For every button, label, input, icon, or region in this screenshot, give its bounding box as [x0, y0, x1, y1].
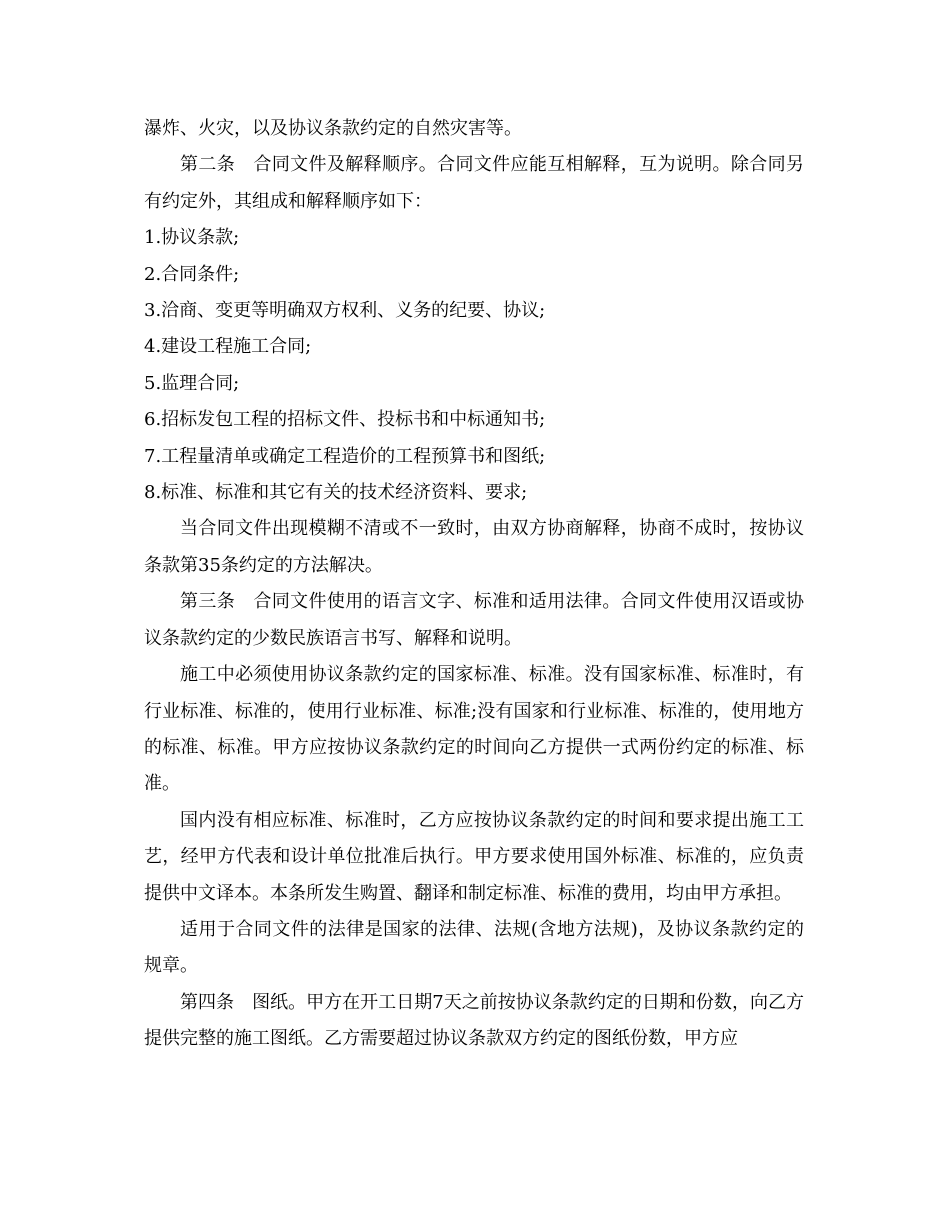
- paragraph-continuation: 瀑炸、火灾，以及协议条款约定的自然灾害等。: [144, 118, 522, 139]
- list-item-5: 5.监理合同;: [144, 372, 240, 394]
- ambiguity-resolution-paragraph: 当合同文件出现模糊不清或不一致时，由双方协商解释，协商不成时，按协议条款第35条约定的方法解决。: [144, 518, 804, 576]
- list-item-1: 1.协议条款;: [144, 227, 240, 249]
- list-item-2: 2.合同条件;: [144, 263, 240, 285]
- article-4-paragraph: 第四条 图纸。甲方在开工日期7天之前按协议条款约定的日期和份数，向乙方提供完整的施工图纸。乙方需要超过协议条款双方约定的图纸份数，甲方应: [144, 991, 804, 1050]
- list-item-3: 3.洽商、变更等明确双方权利、义务的纪要、协议;: [144, 300, 546, 322]
- list-item-6: 6.招标发包工程的招标文件、投标书和中标通知书;: [144, 409, 546, 431]
- article-3-paragraph: 第三条 合同文件使用的语言文字、标准和适用法律。合同文件使用汉语或协议条款约定的少数民族语言书写、解释和说明。: [144, 591, 804, 649]
- list-item-4: 4.建设工程施工合同;: [144, 336, 312, 358]
- applicable-law-paragraph: 适用于合同文件的法律是国家的法律、法规(含地方法规)，及协议条款约定的规章。: [144, 918, 804, 977]
- list-item-7: 7.工程量清单或确定工程造价的工程预算书和图纸;: [144, 445, 546, 467]
- document-body: [144, 111, 804, 1058]
- article-2-paragraph: 第二条 合同文件及解释顺序。合同文件应能互相解释，互为说明。除合同另有约定外，其组成和解释顺序如下：: [144, 154, 804, 212]
- national-standards-paragraph: 施工中必须使用协议条款约定的国家标准、标准。没有国家标准、标准时，有行业标准、标准的，使用行业标准、标准;没有国家和行业标准、标准的，使用地方的标准、标准。甲方应按协议条款约定的时间向乙方提供一式两份约定的标准、标准。: [144, 664, 804, 795]
- foreign-standards-paragraph: 国内没有相应标准、标准时，乙方应按协议条款约定的时间和要求提出施工工艺，经甲方代表和设计单位批准后执行。甲方要求使用国外标准、标准的，应负责提供中文译本。本条所发生购置、翻译和制定标准、标准的费用，均由甲方承担。: [144, 809, 804, 904]
- list-item-8: 8.标准、标准和其它有关的技术经济资料、要求;: [144, 482, 528, 504]
